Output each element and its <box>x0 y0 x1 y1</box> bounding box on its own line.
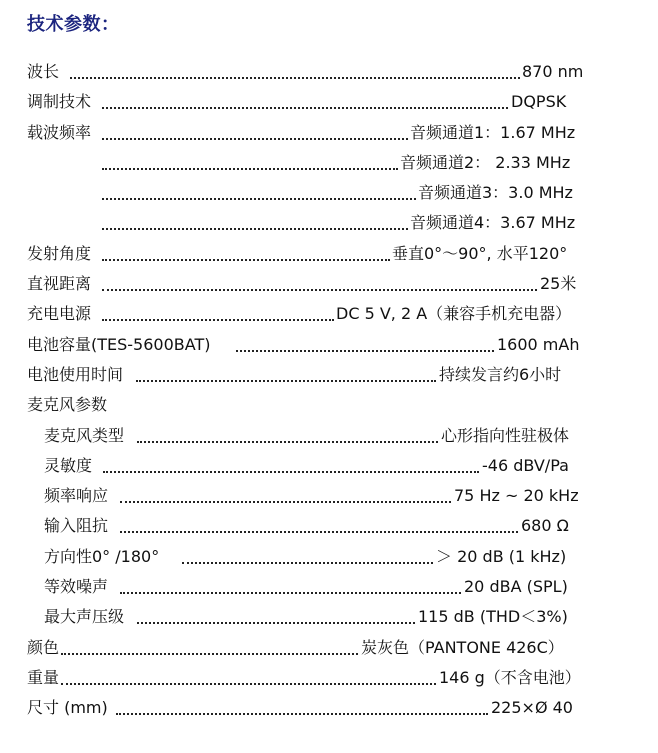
spec-value: DC 5 V, 2 A（兼容手机充电器） <box>336 304 572 324</box>
dot-leader <box>120 592 461 594</box>
spec-row <box>0 602 658 632</box>
spec-label: 直视距离 <box>27 274 92 294</box>
spec-value: 25米 <box>540 274 577 294</box>
dot-leader <box>102 289 537 291</box>
spec-value: 225×Ø 40 <box>491 698 573 718</box>
spec-value: 音频通道2： 2.33 MHz <box>400 152 571 172</box>
spec-row <box>0 57 658 87</box>
spec-row <box>0 269 658 299</box>
spec-value: 20 dBA (SPL) <box>464 577 568 597</box>
spec-value: DQPSK <box>511 92 567 112</box>
dot-leader <box>236 350 494 352</box>
spec-row <box>0 542 658 572</box>
spec-value: 1600 mAh <box>497 334 580 354</box>
spec-value: 75 Hz ~ 20 kHz <box>454 486 579 506</box>
spec-label: 等效噪声 <box>44 577 109 597</box>
dot-leader <box>182 562 433 564</box>
spec-label: 重量 <box>27 667 60 687</box>
spec-row <box>0 239 658 269</box>
dot-leader <box>70 77 520 79</box>
spec-row <box>0 451 658 481</box>
spec-row <box>0 148 658 178</box>
spec-label: 最大声压级 <box>44 607 125 627</box>
section-title: 技术参数： <box>27 14 120 35</box>
spec-row <box>0 663 658 693</box>
spec-value: 680 Ω <box>521 516 569 536</box>
spec-row <box>0 330 658 360</box>
spec-value: 音频通道3：3.0 MHz <box>418 183 573 203</box>
dot-leader <box>102 198 416 200</box>
spec-row <box>0 481 658 511</box>
spec-label: 颜色 <box>27 637 60 657</box>
spec-row <box>0 299 658 329</box>
spec-label: 充电电源 <box>27 304 92 324</box>
spec-value: 心形指向性驻极体 <box>441 425 570 445</box>
spec-label: 频率响应 <box>44 486 109 506</box>
spec-row <box>0 208 658 238</box>
spec-label: 麦克风参数 <box>27 395 108 415</box>
dot-leader <box>102 319 334 321</box>
dot-leader <box>136 380 436 382</box>
spec-label: 方向性0° /180° <box>44 546 160 566</box>
spec-value: ＞ 20 dB (1 kHz) <box>436 546 567 566</box>
spec-label: 麦克风类型 <box>44 425 125 445</box>
spec-row <box>0 572 658 602</box>
dot-leader <box>116 713 488 715</box>
dot-leader <box>137 622 415 624</box>
dot-leader <box>102 168 398 170</box>
spec-label: 电池容量(TES-5600BAT) <box>27 334 211 354</box>
dot-leader <box>120 501 451 503</box>
spec-value: 115 dB (THD＜3%) <box>418 607 568 627</box>
spec-value: 146 g（不含电池） <box>439 667 581 687</box>
spec-value: 炭灰色（PANTONE 426C） <box>361 637 564 657</box>
spec-row <box>0 693 658 723</box>
spec-label: 波长 <box>27 62 60 81</box>
dot-leader <box>61 683 436 685</box>
spec-label: 调制技术 <box>27 92 92 112</box>
spec-row <box>0 178 658 208</box>
spec-row <box>0 633 658 663</box>
spec-label: 载波频率 <box>27 122 92 142</box>
dot-leader <box>61 653 358 655</box>
dot-leader <box>102 107 508 109</box>
spec-value: 870 nm <box>522 62 584 81</box>
spec-label: 灵敏度 <box>44 455 93 475</box>
spec-row <box>0 511 658 541</box>
spec-row <box>0 421 658 451</box>
dot-leader <box>120 531 518 533</box>
spec-label: 尺寸 (mm) <box>27 698 108 718</box>
spec-value: 持续发言约6小时 <box>439 364 562 384</box>
dot-leader <box>102 228 408 230</box>
spec-value: 音频通道4：3.67 MHz <box>410 213 576 233</box>
spec-row <box>0 360 658 390</box>
spec-value: 垂直0°～90°, 水平120° <box>392 243 568 263</box>
spec-list <box>0 57 658 724</box>
dot-leader <box>102 138 408 140</box>
spec-row <box>0 118 658 148</box>
spec-label: 发射角度 <box>27 243 92 263</box>
dot-leader <box>137 441 438 443</box>
spec-value: -46 dBV/Pa <box>482 455 569 475</box>
dot-leader <box>102 259 390 261</box>
spec-label: 输入阻抗 <box>44 516 109 536</box>
spec-row <box>0 390 658 420</box>
spec-value: 音频通道1：1.67 MHz <box>410 122 576 142</box>
dot-leader <box>103 471 479 473</box>
spec-label: 电池使用时间 <box>27 364 124 384</box>
spec-row <box>0 87 658 117</box>
